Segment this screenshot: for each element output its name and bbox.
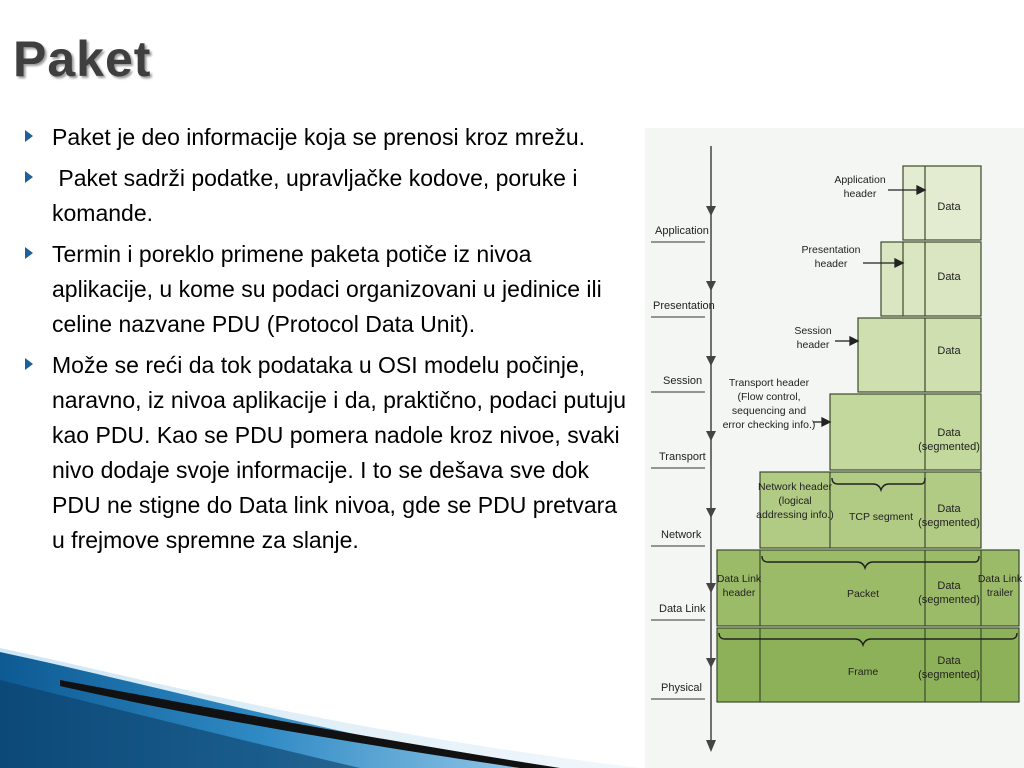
session-block <box>858 318 981 392</box>
datalink-trailer-label: Data Link <box>977 573 1023 585</box>
triangle-bullet-icon <box>25 130 33 142</box>
network-header-label: Network header <box>757 481 833 493</box>
data-label: Data <box>937 580 961 592</box>
network-header-label: addressing info.) <box>756 509 834 521</box>
presentation-header-label: header <box>814 258 848 270</box>
session-header-label: Session <box>794 325 832 337</box>
decorative-swoosh <box>0 640 660 768</box>
layer-session: Session <box>663 375 703 387</box>
data-label: Data <box>937 503 961 515</box>
layer-application: Application <box>655 225 709 237</box>
data-label: Data <box>937 271 961 283</box>
transport-header-label: (Flow control, <box>737 391 801 403</box>
application-header-label: header <box>843 188 877 200</box>
bullet-text: Paket sadrži podatke, upravljačke kodove, poruke i komande. <box>52 165 584 226</box>
layer-datalink: Data Link <box>659 603 706 615</box>
bullet-text: Paket je deo informacije koja se prenosi kroz mrežu. <box>52 124 586 150</box>
presentation-block <box>881 242 981 316</box>
triangle-bullet-icon <box>25 171 33 183</box>
segmented-label: (segmented) <box>918 669 980 681</box>
data-label: Data <box>937 345 961 357</box>
bullet-item <box>22 161 632 231</box>
bullet-item <box>22 120 632 155</box>
frame-label: Frame <box>847 666 879 678</box>
datalink-trailer-label: trailer <box>986 587 1014 599</box>
datalink-header-label: Data Link <box>716 573 762 585</box>
layer-network: Network <box>661 529 702 541</box>
tcp-segment-label: TCP segment <box>849 511 913 523</box>
packet-label: Packet <box>846 588 880 600</box>
data-label: Data <box>937 427 961 439</box>
data-label: Data <box>937 655 961 667</box>
segmented-label: (segmented) <box>918 441 980 453</box>
segmented-label: (segmented) <box>918 517 980 529</box>
slide-title: Paket <box>13 31 152 87</box>
layer-transport: Transport <box>659 451 706 463</box>
triangle-bullet-icon <box>25 358 33 370</box>
bullet-text: Termin i poreklo primene paketa potiče iz nivoa aplikacije, u kome su podaci organizovani u jedinice ili celine nazvane PDU (Protocol Data Unit). <box>52 241 602 337</box>
data-label: Data <box>937 201 961 213</box>
osi-encapsulation-diagram <box>645 128 1024 768</box>
transport-header-label: sequencing and <box>731 405 807 417</box>
segmented-label: (segmented) <box>918 594 980 606</box>
layer-presentation: Presentation <box>653 300 715 312</box>
network-header-label: (logical <box>778 495 812 507</box>
datalink-header-label: header <box>722 587 756 599</box>
bullet-item <box>22 237 632 342</box>
bullet-text: Može se reći da tok podataka u OSI modelu počinje, naravno, iz nivoa aplikacije i da, praktično, podaci putuju kao PDU. Kao se PDU pomera nadole kroz nivoe, svaki nivo dodaje svoje informacije. I to se dešava sve dok PDU ne stigne do Data link nivoa, gde se PDU pretvara u frejmove spremne za slanje. <box>52 352 627 553</box>
bullet-list <box>22 120 632 558</box>
application-header-label: Application <box>834 174 886 186</box>
session-header-label: header <box>796 339 830 351</box>
bullet-item <box>22 348 632 558</box>
layer-physical: Physical <box>661 682 702 694</box>
presentation-header-label: Presentation <box>801 244 861 256</box>
transport-header-label: error checking info.) <box>722 419 816 431</box>
transport-header-label: Transport header <box>728 377 810 389</box>
triangle-bullet-icon <box>25 247 33 259</box>
